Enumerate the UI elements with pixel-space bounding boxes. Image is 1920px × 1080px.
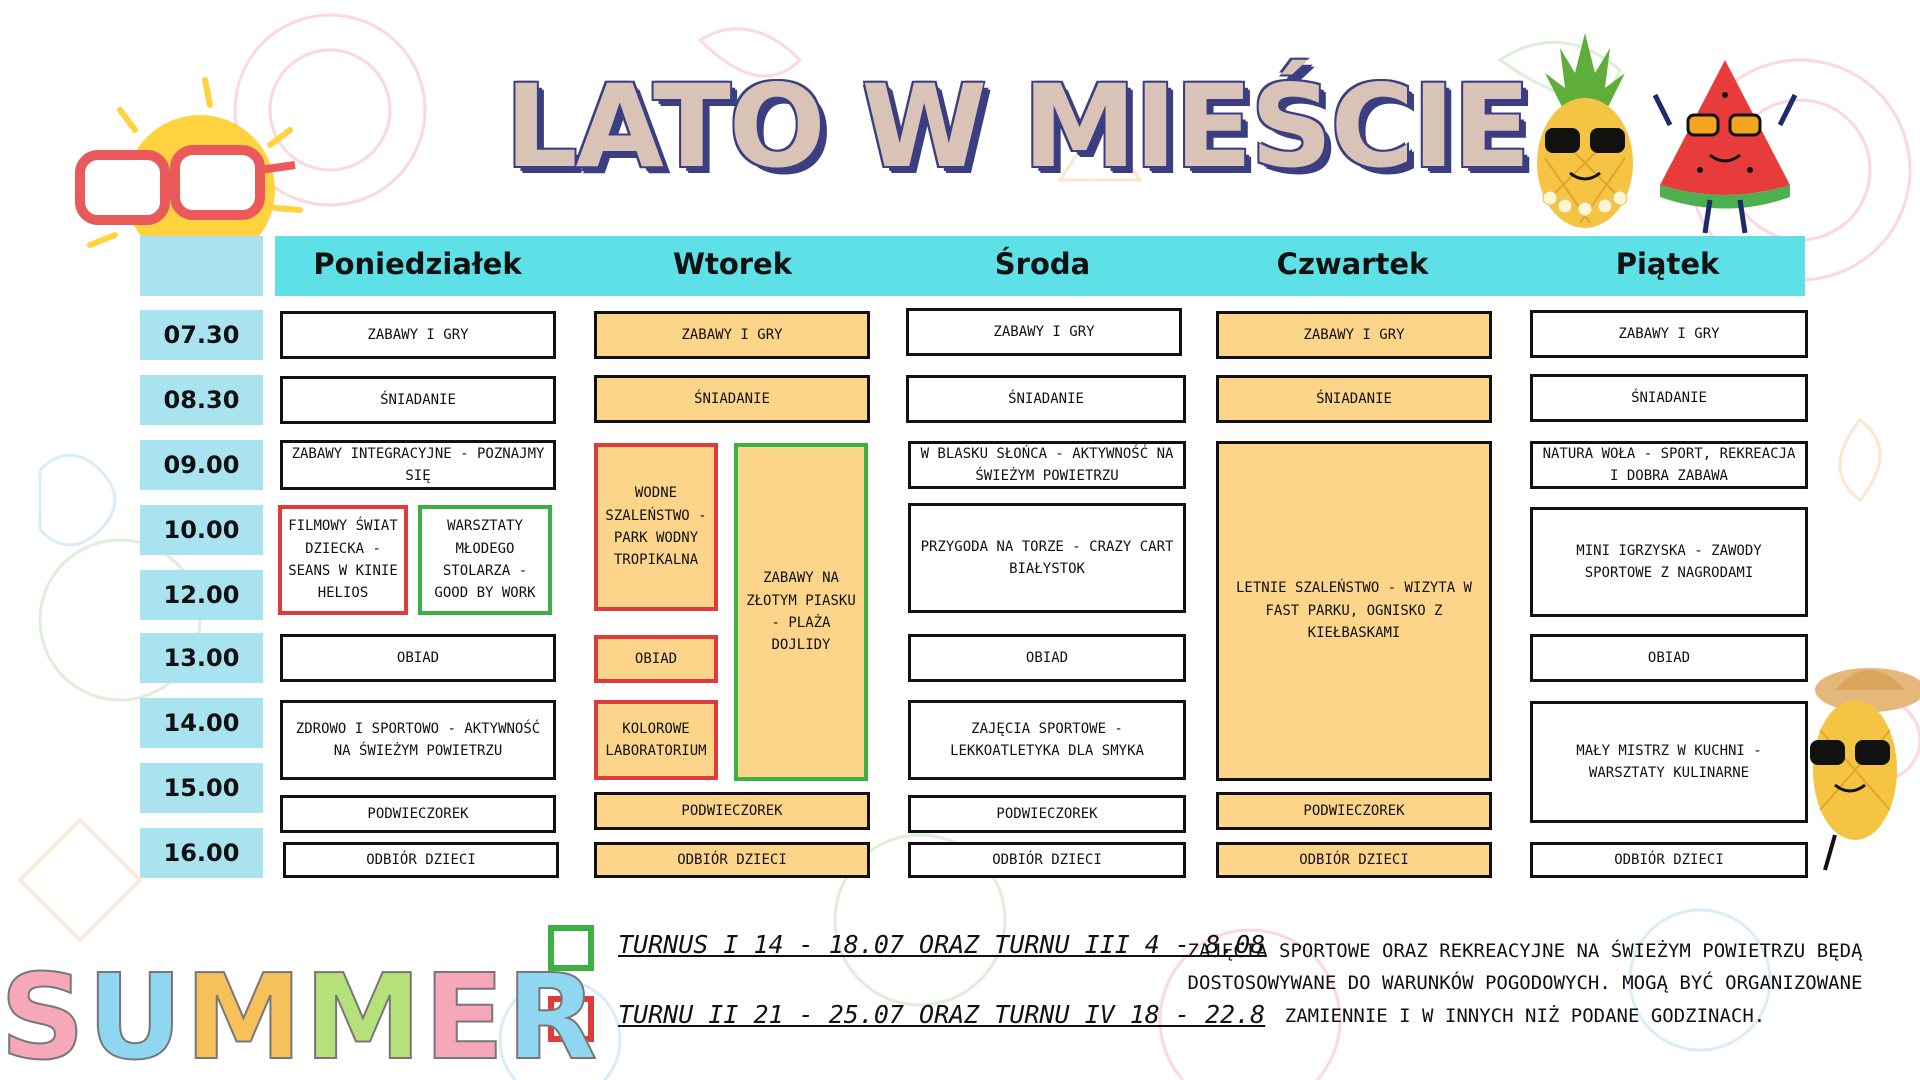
monday-zdrowo-i-sportowo: ZDROWO I SPORTOWO - AKTYWNOŚĆ NA ŚWIEŻYM POWIETRZU [280,700,556,780]
summer-letter: S [0,948,87,1080]
day-header-friday: Piątek [1615,247,1720,281]
wednesday-obiad: OBIAD [908,634,1186,682]
tuesday-sniadanie: ŚNIADANIE [594,375,870,423]
time-1000: 10.00 [140,505,263,555]
friday-natura-wola: NATURA WOŁA - SPORT, REKREACJA I DOBRA ZABAWA [1530,441,1808,489]
thursday-sniadanie: ŚNIADANIE [1216,375,1492,423]
time-1600: 16.00 [140,828,263,878]
wednesday-podwieczorek: PODWIECZOREK [908,795,1186,833]
summer-letter: R [506,948,600,1080]
friday-odbior-dzieci: ODBIÓR DZIECI [1530,842,1808,878]
monday-warsztaty-mlodego-stolarza: WARSZTATY MŁODEGO STOLARZA - GOOD BY WORK [418,505,552,615]
wednesday-w-blasku-slonca: W BLASKU SŁOŃCA - AKTYWNOŚĆ NA ŚWIEŻYM POWIETRZU [908,441,1186,489]
pineapple-with-sunglasses-icon [1530,28,1640,233]
monday-podwieczorek: PODWIECZOREK [280,795,556,833]
monday-zabawy-i-gry: ZABAWY I GRY [280,311,556,359]
day-header-thursday: Czwartek [1276,247,1429,281]
tuesday-podwieczorek: PODWIECZOREK [594,792,870,830]
tuesday-zabawy-na-zlotym-piasku: ZABAWY NA ZŁOTYM PIASKU - PLAŻA DOJLIDY [734,443,868,781]
wednesday-zabawy-i-gry: ZABAWY I GRY [906,308,1182,356]
time-1300: 13.00 [140,633,263,683]
legend-green-text: TURNUS I 14 - 18.07 ORAZ TURNU III 4 - 8.08 [618,930,1266,959]
tuesday-wodne-szalenstwo: WODNE SZALEŃSTWO - PARK WODNY TROPIKALNA [594,443,718,611]
monday-odbior-dzieci: ODBIÓR DZIECI [283,842,559,878]
page-title: LATO W MIEŚCIE [505,60,1529,193]
thursday-odbior-dzieci: ODBIÓR DZIECI [1216,842,1492,878]
time-0830: 08.30 [140,375,263,425]
wednesday-sniadanie: ŚNIADANIE [906,375,1186,423]
monday-obiad: OBIAD [280,634,556,682]
weather-note: ZAJĘCIA SPORTOWE ORAZ REKREACYJNE NA ŚWIEŻYM POWIETRZU BĘDĄ DOSTOSOWYWANE DO WARUNKÓW POGODOWYCH. MOGĄ BYĆ ORGANIZOWANE ZAMIENNIE I W INNYCH NIŻ PODANE GODZINACH. [1187,940,1863,1027]
monday-filmowy-swiat-dziecka: FILMOWY ŚWIAT DZIECKA - SEANS W KINIE HELIOS [278,505,408,615]
tuesday-zabawy-i-gry: ZABAWY I GRY [594,311,870,359]
tuesday-kolorowe-laboratorium: KOLOROWE LABORATORIUM [594,700,718,780]
day-header-wednesday: Środa [994,247,1091,281]
monday-zabawy-integracyjne: ZABAWY INTEGRACYJNE - POZNAJMY SIĘ [280,440,556,490]
friday-zabawy-i-gry: ZABAWY I GRY [1530,310,1808,358]
day-header-monday: Poniedziałek [313,247,522,281]
header-corner-cell [140,236,263,296]
tuesday-odbior-dzieci: ODBIÓR DZIECI [594,842,870,878]
thursday-letnie-szalenstwo: LETNIE SZALEŃSTWO - WIZYTA W FAST PARKU, OGNISKO Z KIEŁBASKAMI [1216,441,1492,781]
wednesday-odbior-dzieci: ODBIÓR DZIECI [908,842,1186,878]
summer-letter: U [87,948,185,1080]
time-1400: 14.00 [140,698,263,748]
summer-letter: M [184,948,305,1080]
time-1200: 12.00 [140,570,263,620]
time-1500: 15.00 [140,763,263,813]
wednesday-przygoda-na-torze: PRZYGODA NA TORZE - CRAZY CART BIAŁYSTOK [908,503,1186,613]
time-0730: 07.30 [140,310,263,360]
wednesday-zajecia-sportowe: ZAJĘCIA SPORTOWE - LEKKOATLETYKA DLA SMYKA [908,700,1186,780]
day-header-tuesday: Wtorek [672,247,793,281]
thursday-zabawy-i-gry: ZABAWY I GRY [1216,311,1492,359]
legend-red-text: TURNU II 21 - 25.07 ORAZ TURNU IV 18 - 22.8 [618,1000,1266,1029]
thursday-podwieczorek: PODWIECZOREK [1216,792,1492,830]
monday-sniadanie: ŚNIADANIE [280,376,556,424]
friday-mini-igrzyska: MINI IGRZYSKA - ZAWODY SPORTOWE Z NAGRODAMI [1530,507,1808,617]
time-0900: 09.00 [140,440,263,490]
tuesday-obiad: OBIAD [594,635,718,683]
summer-word [0,948,599,1080]
watermelon-slice-icon [1650,55,1800,235]
summer-letter: M [304,948,424,1080]
summer-letter: E [423,948,507,1080]
friday-maly-mistrz-w-kuchni: MAŁY MISTRZ W KUCHNI - WARSZTATY KULINARNE [1530,701,1808,823]
pineapple-with-hat-icon [1795,660,1920,875]
friday-sniadanie: ŚNIADANIE [1530,374,1808,422]
friday-obiad: OBIAD [1530,634,1808,682]
